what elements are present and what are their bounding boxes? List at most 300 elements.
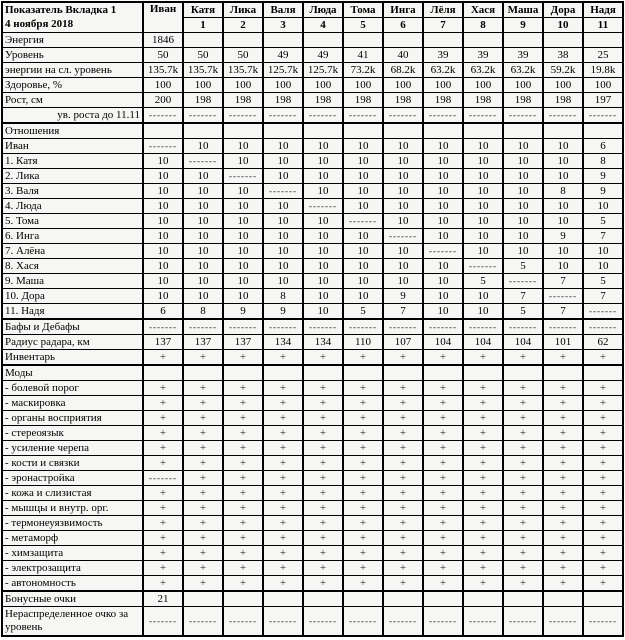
cell[interactable]: + xyxy=(583,456,623,471)
cell[interactable]: ------- xyxy=(143,607,183,637)
cell[interactable] xyxy=(223,591,263,607)
cell[interactable]: + xyxy=(463,396,503,411)
cell[interactable]: 125.7k xyxy=(263,63,303,78)
cell[interactable]: + xyxy=(263,396,303,411)
cell[interactable]: ------- xyxy=(583,319,623,335)
cell[interactable]: 10 xyxy=(343,229,383,244)
cell[interactable]: + xyxy=(383,381,423,396)
cell[interactable]: 10 xyxy=(223,154,263,169)
cell[interactable]: 10 xyxy=(183,229,223,244)
cell[interactable]: 10 xyxy=(223,184,263,199)
cell[interactable]: 10 xyxy=(143,199,183,214)
cell[interactable]: + xyxy=(423,501,463,516)
cell[interactable]: 10 xyxy=(183,289,223,304)
cell[interactable]: 10 xyxy=(263,199,303,214)
cell[interactable] xyxy=(423,591,463,607)
cell[interactable]: + xyxy=(383,501,423,516)
cell[interactable]: 39 xyxy=(503,48,543,63)
cell[interactable]: + xyxy=(503,486,543,501)
cell[interactable]: + xyxy=(503,350,543,366)
cell[interactable]: + xyxy=(143,396,183,411)
cell[interactable]: 100 xyxy=(183,78,223,93)
cell[interactable]: 10 xyxy=(343,244,383,259)
cell[interactable]: + xyxy=(183,546,223,561)
cell[interactable]: 10 xyxy=(303,184,343,199)
cell[interactable]: + xyxy=(503,441,543,456)
cell[interactable]: ------- xyxy=(263,108,303,124)
cell[interactable] xyxy=(183,33,223,48)
cell[interactable]: 9 xyxy=(223,304,263,320)
cell[interactable] xyxy=(583,33,623,48)
cell[interactable]: 198 xyxy=(463,93,503,108)
cell[interactable]: ------- xyxy=(423,108,463,124)
cell[interactable]: + xyxy=(263,350,303,366)
cell[interactable]: 10 xyxy=(543,139,583,154)
cell[interactable]: 10 xyxy=(423,289,463,304)
cell[interactable]: + xyxy=(583,396,623,411)
cell[interactable]: 198 xyxy=(343,93,383,108)
cell[interactable]: + xyxy=(383,486,423,501)
cell[interactable]: ------- xyxy=(503,108,543,124)
cell[interactable]: 10 xyxy=(223,199,263,214)
cell[interactable]: 10 xyxy=(583,199,623,214)
cell[interactable]: + xyxy=(183,576,223,592)
cell[interactable]: 10 xyxy=(383,199,423,214)
cell[interactable]: + xyxy=(543,411,583,426)
cell[interactable]: 6 xyxy=(143,304,183,320)
cell[interactable]: 6 xyxy=(583,139,623,154)
cell[interactable]: 10 xyxy=(383,259,423,274)
cell[interactable]: + xyxy=(463,561,503,576)
cell[interactable]: 10 xyxy=(143,274,183,289)
cell[interactable]: + xyxy=(503,561,543,576)
cell[interactable]: + xyxy=(183,561,223,576)
cell[interactable]: 7 xyxy=(583,289,623,304)
cell[interactable]: 10 xyxy=(143,289,183,304)
cell[interactable]: + xyxy=(423,486,463,501)
cell[interactable]: 10 xyxy=(303,139,343,154)
cell[interactable]: + xyxy=(543,561,583,576)
cell[interactable]: 10 xyxy=(343,259,383,274)
cell[interactable]: 10 xyxy=(463,289,503,304)
cell[interactable]: 10 xyxy=(263,139,303,154)
cell[interactable]: ------- xyxy=(183,607,223,637)
cell[interactable]: 8 xyxy=(583,154,623,169)
cell[interactable]: + xyxy=(383,471,423,486)
cell[interactable]: + xyxy=(143,381,183,396)
cell[interactable]: + xyxy=(183,486,223,501)
cell[interactable]: 19.8k xyxy=(583,63,623,78)
cell[interactable]: + xyxy=(583,441,623,456)
cell[interactable]: + xyxy=(463,576,503,592)
cell[interactable] xyxy=(303,591,343,607)
cell[interactable]: + xyxy=(143,426,183,441)
cell[interactable]: 10 xyxy=(543,214,583,229)
cell[interactable]: ------- xyxy=(183,319,223,335)
cell[interactable]: 10 xyxy=(343,289,383,304)
cell[interactable]: ------- xyxy=(543,108,583,124)
cell[interactable]: 198 xyxy=(383,93,423,108)
cell[interactable]: + xyxy=(143,501,183,516)
cell[interactable]: + xyxy=(503,396,543,411)
cell[interactable] xyxy=(503,33,543,48)
cell[interactable]: + xyxy=(503,531,543,546)
cell[interactable]: + xyxy=(303,546,343,561)
cell[interactable]: + xyxy=(423,576,463,592)
cell[interactable]: + xyxy=(463,546,503,561)
cell[interactable]: 137 xyxy=(223,335,263,350)
cell[interactable]: 10 xyxy=(183,274,223,289)
cell[interactable]: 8 xyxy=(183,304,223,320)
cell[interactable]: + xyxy=(263,486,303,501)
cell[interactable]: 10 xyxy=(583,259,623,274)
cell[interactable]: + xyxy=(303,531,343,546)
cell[interactable]: 125.7k xyxy=(303,63,343,78)
cell[interactable]: + xyxy=(543,456,583,471)
cell[interactable]: 41 xyxy=(343,48,383,63)
cell[interactable]: + xyxy=(263,411,303,426)
cell[interactable]: + xyxy=(503,516,543,531)
cell[interactable]: + xyxy=(143,350,183,366)
cell[interactable]: 25 xyxy=(583,48,623,63)
cell[interactable]: ------- xyxy=(303,319,343,335)
cell[interactable] xyxy=(543,591,583,607)
cell[interactable]: 10 xyxy=(143,229,183,244)
cell[interactable]: 10 xyxy=(263,169,303,184)
cell[interactable] xyxy=(543,365,583,381)
cell[interactable]: + xyxy=(343,531,383,546)
cell[interactable]: ------- xyxy=(343,214,383,229)
cell[interactable]: 10 xyxy=(143,184,183,199)
cell[interactable]: + xyxy=(223,471,263,486)
cell[interactable] xyxy=(303,123,343,139)
cell[interactable]: 10 xyxy=(383,244,423,259)
cell[interactable]: 39 xyxy=(463,48,503,63)
cell[interactable]: ------- xyxy=(423,319,463,335)
cell[interactable]: + xyxy=(503,576,543,592)
cell[interactable]: + xyxy=(343,561,383,576)
cell[interactable] xyxy=(423,123,463,139)
cell[interactable]: 10 xyxy=(463,169,503,184)
cell[interactable] xyxy=(223,33,263,48)
cell[interactable] xyxy=(423,33,463,48)
cell[interactable]: 10 xyxy=(263,229,303,244)
cell[interactable]: 10 xyxy=(543,244,583,259)
cell[interactable]: 100 xyxy=(423,78,463,93)
cell[interactable] xyxy=(503,123,543,139)
cell[interactable]: + xyxy=(543,501,583,516)
cell[interactable]: + xyxy=(543,516,583,531)
cell[interactable]: + xyxy=(583,561,623,576)
cell[interactable]: ------- xyxy=(303,108,343,124)
cell[interactable] xyxy=(583,123,623,139)
cell[interactable]: 100 xyxy=(503,78,543,93)
cell[interactable]: + xyxy=(183,516,223,531)
cell[interactable]: 198 xyxy=(303,93,343,108)
cell[interactable]: 10 xyxy=(263,259,303,274)
cell[interactable]: + xyxy=(463,531,503,546)
cell[interactable]: + xyxy=(183,411,223,426)
cell[interactable]: + xyxy=(303,396,343,411)
cell[interactable]: + xyxy=(383,411,423,426)
cell[interactable]: + xyxy=(423,546,463,561)
cell[interactable]: + xyxy=(183,531,223,546)
cell[interactable]: 10 xyxy=(303,289,343,304)
cell[interactable]: 39 xyxy=(423,48,463,63)
cell[interactable]: + xyxy=(303,350,343,366)
cell[interactable]: 38 xyxy=(543,48,583,63)
cell[interactable]: + xyxy=(383,531,423,546)
cell[interactable]: 7 xyxy=(543,304,583,320)
cell[interactable]: 40 xyxy=(383,48,423,63)
cell[interactable]: + xyxy=(423,456,463,471)
cell[interactable]: ------- xyxy=(383,319,423,335)
cell[interactable]: 10 xyxy=(303,244,343,259)
cell[interactable]: 9 xyxy=(583,169,623,184)
cell[interactable]: + xyxy=(183,456,223,471)
cell[interactable] xyxy=(143,123,183,139)
cell[interactable]: ------- xyxy=(263,607,303,637)
cell[interactable]: ------- xyxy=(423,607,463,637)
cell[interactable] xyxy=(423,365,463,381)
cell[interactable]: 10 xyxy=(543,169,583,184)
cell[interactable]: + xyxy=(383,350,423,366)
cell[interactable]: + xyxy=(383,561,423,576)
cell[interactable] xyxy=(183,123,223,139)
cell[interactable]: 10 xyxy=(263,244,303,259)
cell[interactable]: + xyxy=(383,441,423,456)
cell[interactable]: 10 xyxy=(463,184,503,199)
cell[interactable]: + xyxy=(223,501,263,516)
cell[interactable]: ------- xyxy=(503,319,543,335)
cell[interactable]: + xyxy=(423,531,463,546)
cell[interactable]: 10 xyxy=(263,154,303,169)
cell[interactable]: + xyxy=(463,501,503,516)
cell[interactable]: + xyxy=(143,456,183,471)
cell[interactable] xyxy=(143,365,183,381)
cell[interactable] xyxy=(183,591,223,607)
cell[interactable] xyxy=(223,123,263,139)
cell[interactable]: + xyxy=(343,501,383,516)
cell[interactable]: + xyxy=(303,486,343,501)
cell[interactable]: 10 xyxy=(503,214,543,229)
cell[interactable]: + xyxy=(303,471,343,486)
cell[interactable]: + xyxy=(183,350,223,366)
cell[interactable]: + xyxy=(343,441,383,456)
cell[interactable]: ------- xyxy=(343,108,383,124)
cell[interactable]: + xyxy=(263,516,303,531)
cell[interactable]: + xyxy=(143,441,183,456)
cell[interactable]: 10 xyxy=(463,154,503,169)
cell[interactable]: + xyxy=(303,411,343,426)
cell[interactable]: ------- xyxy=(223,169,263,184)
cell[interactable]: 10 xyxy=(223,289,263,304)
cell[interactable]: + xyxy=(343,381,383,396)
cell[interactable] xyxy=(383,33,423,48)
cell[interactable]: 100 xyxy=(383,78,423,93)
cell[interactable] xyxy=(583,591,623,607)
cell[interactable]: + xyxy=(343,486,383,501)
cell[interactable]: ------- xyxy=(383,108,423,124)
cell[interactable]: 10 xyxy=(543,199,583,214)
cell[interactable]: + xyxy=(423,350,463,366)
cell[interactable]: + xyxy=(303,426,343,441)
cell[interactable]: 134 xyxy=(263,335,303,350)
cell[interactable]: + xyxy=(463,486,503,501)
cell[interactable]: + xyxy=(463,516,503,531)
cell[interactable]: 10 xyxy=(423,214,463,229)
cell[interactable]: + xyxy=(583,501,623,516)
cell[interactable]: ------- xyxy=(503,607,543,637)
cell[interactable]: + xyxy=(543,486,583,501)
cell[interactable]: 10 xyxy=(463,244,503,259)
cell[interactable]: + xyxy=(183,396,223,411)
cell[interactable]: 10 xyxy=(423,199,463,214)
cell[interactable]: 50 xyxy=(183,48,223,63)
cell[interactable]: 10 xyxy=(223,259,263,274)
cell[interactable]: 9 xyxy=(263,304,303,320)
cell[interactable] xyxy=(463,365,503,381)
cell[interactable]: 10 xyxy=(183,199,223,214)
cell[interactable]: 62 xyxy=(583,335,623,350)
cell[interactable]: + xyxy=(223,561,263,576)
cell[interactable]: 137 xyxy=(183,335,223,350)
cell[interactable]: + xyxy=(263,441,303,456)
cell[interactable]: ------- xyxy=(263,319,303,335)
cell[interactable] xyxy=(543,33,583,48)
cell[interactable]: 10 xyxy=(423,259,463,274)
cell[interactable]: 10 xyxy=(503,169,543,184)
cell[interactable]: + xyxy=(303,456,343,471)
cell[interactable]: 100 xyxy=(263,78,303,93)
cell[interactable] xyxy=(263,365,303,381)
cell[interactable]: 198 xyxy=(223,93,263,108)
cell[interactable]: ------- xyxy=(383,229,423,244)
cell[interactable] xyxy=(183,365,223,381)
cell[interactable]: 5 xyxy=(463,274,503,289)
cell[interactable]: + xyxy=(343,516,383,531)
cell[interactable]: 100 xyxy=(463,78,503,93)
cell[interactable]: 198 xyxy=(503,93,543,108)
cell[interactable] xyxy=(383,123,423,139)
cell[interactable]: + xyxy=(143,486,183,501)
cell[interactable]: ------- xyxy=(463,319,503,335)
cell[interactable]: ------- xyxy=(583,304,623,320)
cell[interactable]: 10 xyxy=(343,169,383,184)
cell[interactable]: + xyxy=(543,531,583,546)
cell[interactable]: + xyxy=(463,350,503,366)
cell[interactable]: ------- xyxy=(543,289,583,304)
cell[interactable]: ------- xyxy=(143,139,183,154)
cell[interactable]: + xyxy=(463,381,503,396)
cell[interactable]: 7 xyxy=(383,304,423,320)
cell[interactable]: ------- xyxy=(223,607,263,637)
cell[interactable]: 68.2k xyxy=(383,63,423,78)
cell[interactable]: + xyxy=(583,426,623,441)
cell[interactable]: ------- xyxy=(343,319,383,335)
cell[interactable]: + xyxy=(263,426,303,441)
cell[interactable] xyxy=(223,365,263,381)
cell[interactable]: + xyxy=(423,561,463,576)
cell[interactable]: + xyxy=(423,471,463,486)
cell[interactable]: + xyxy=(383,396,423,411)
cell[interactable]: 10 xyxy=(303,169,343,184)
cell[interactable]: + xyxy=(383,576,423,592)
cell[interactable]: 10 xyxy=(423,304,463,320)
cell[interactable]: + xyxy=(343,426,383,441)
cell[interactable]: + xyxy=(463,426,503,441)
cell[interactable]: ------- xyxy=(423,244,463,259)
cell[interactable]: 10 xyxy=(223,229,263,244)
cell[interactable] xyxy=(543,123,583,139)
cell[interactable]: 137 xyxy=(143,335,183,350)
cell[interactable]: 10 xyxy=(583,244,623,259)
cell[interactable]: + xyxy=(223,396,263,411)
cell[interactable]: 10 xyxy=(143,169,183,184)
cell[interactable]: 10 xyxy=(183,214,223,229)
cell[interactable]: + xyxy=(303,441,343,456)
cell[interactable]: 10 xyxy=(543,259,583,274)
cell[interactable]: 10 xyxy=(183,184,223,199)
cell[interactable]: 10 xyxy=(423,229,463,244)
cell[interactable]: + xyxy=(263,576,303,592)
cell[interactable]: 10 xyxy=(463,139,503,154)
cell[interactable]: 10 xyxy=(503,199,543,214)
cell[interactable]: 5 xyxy=(583,214,623,229)
cell[interactable]: + xyxy=(223,546,263,561)
cell[interactable]: ------- xyxy=(143,108,183,124)
cell[interactable]: ------- xyxy=(543,319,583,335)
cell[interactable]: 10 xyxy=(463,199,503,214)
cell[interactable]: 8 xyxy=(263,289,303,304)
cell[interactable]: 10 xyxy=(263,214,303,229)
cell[interactable]: + xyxy=(463,456,503,471)
cell[interactable]: + xyxy=(343,411,383,426)
cell[interactable] xyxy=(263,33,303,48)
cell[interactable]: ------- xyxy=(223,319,263,335)
cell[interactable]: 104 xyxy=(423,335,463,350)
cell[interactable] xyxy=(383,591,423,607)
cell[interactable]: ------- xyxy=(343,607,383,637)
cell[interactable] xyxy=(303,33,343,48)
cell[interactable]: + xyxy=(543,441,583,456)
cell[interactable]: 135.7k xyxy=(143,63,183,78)
cell[interactable] xyxy=(343,365,383,381)
cell[interactable]: + xyxy=(383,426,423,441)
cell[interactable]: + xyxy=(263,501,303,516)
cell[interactable]: + xyxy=(503,381,543,396)
cell[interactable]: 104 xyxy=(503,335,543,350)
cell[interactable]: + xyxy=(223,426,263,441)
cell[interactable]: + xyxy=(383,456,423,471)
cell[interactable]: 10 xyxy=(463,304,503,320)
cell[interactable]: + xyxy=(343,471,383,486)
cell[interactable]: + xyxy=(183,501,223,516)
cell[interactable] xyxy=(503,591,543,607)
cell[interactable]: + xyxy=(503,456,543,471)
cell[interactable]: + xyxy=(543,396,583,411)
cell[interactable]: ------- xyxy=(503,274,543,289)
cell[interactable]: + xyxy=(423,516,463,531)
cell[interactable]: + xyxy=(583,531,623,546)
cell[interactable]: ------- xyxy=(223,108,263,124)
cell[interactable]: 9 xyxy=(543,229,583,244)
cell[interactable]: 197 xyxy=(583,93,623,108)
cell[interactable] xyxy=(343,591,383,607)
cell[interactable]: + xyxy=(303,516,343,531)
cell[interactable]: 10 xyxy=(343,139,383,154)
cell[interactable]: + xyxy=(583,381,623,396)
